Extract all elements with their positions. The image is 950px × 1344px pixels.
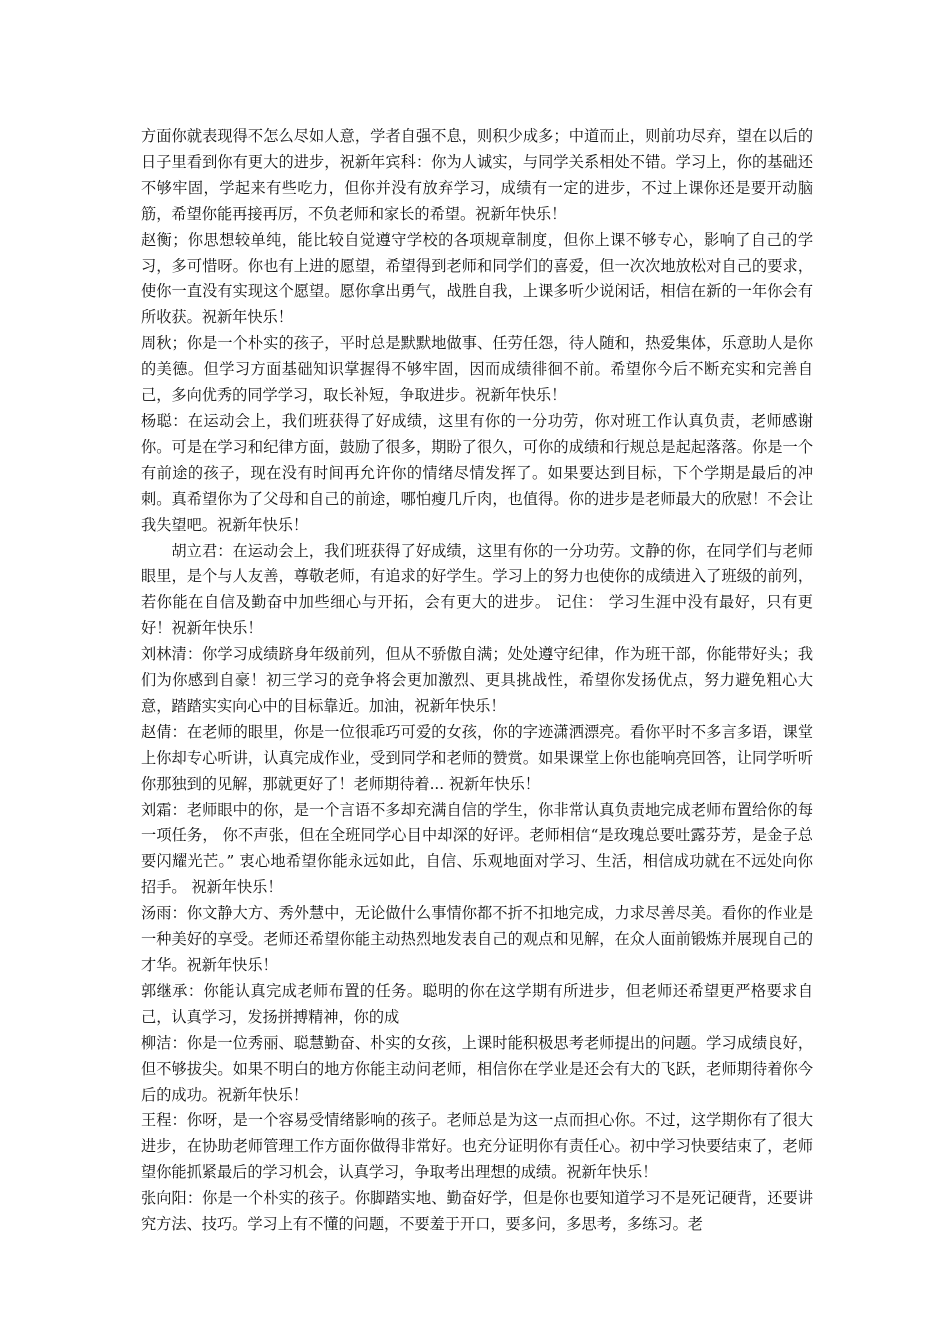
paragraph-3: 周秋；你是一个朴实的孩子，平时总是默默地做事、任劳任怨，待人随和，热爱集体，乐意助人是你的美德。但学习方面基础知识掌握得不够牢固，因而成绩徘徊不前。希望你今后不断充实和完善自己，多向优秀的同学学习，取长补短，争取进步。祝新年快乐！	[141, 334, 813, 405]
paragraph-7: 赵倩：在老师的眼里，你是一位很乖巧可爱的女孩，你的字迹潇洒漂亮。看你平时不多言多语，课堂上你却专心听讲，认真完成作业，受到同学和老师的赞赏。如果课堂上你也能响亮回答，让同学听听你那独到的见解，那就更好了！老师期待着... 祝新年快乐！	[141, 722, 813, 793]
paragraph-13: 张向阳：你是一个朴实的孩子。你脚踏实地、勤奋好学，但是你也要知道学习不是死记硬背，还要讲究方法、技巧。学习上有不懂的问题，不要羞于开口，要多问，多思考，多练习。老	[141, 1189, 813, 1234]
document-body	[141, 124, 813, 1238]
paragraph-4: 杨聪：在运动会上，我们班获得了好成绩，这里有你的一分功劳，你对班工作认真负责，老师感谢你。可是在学习和纪律方面，鼓励了很多，期盼了很久，可你的成绩和行规总是起起落落。你是一个有前途的孩子，现在没有时间再允许你的情绪尽情发挥了。如果要达到目标，下个学期是最后的冲刺。真希望你为了父母和自己的前途，哪怕瘦几斤肉，也值得。你的进步是老师最大的欣慰！不会让我失望吧。祝新年快乐！	[141, 411, 813, 534]
paragraph-12: 王程：你呀，是一个容易受情绪影响的孩子。老师总是为这一点而担心你。不过，这学期你有了很大进步，在协助老师管理工作方面你做得非常好。也充分证明你有责任心。初中学习快要结束了，老师望你能抓紧最后的学习机会，认真学习，争取考出理想的成绩。祝新年快乐！	[141, 1111, 813, 1182]
paragraph-2: 赵衡；你思想较单纯，能比较自觉遵守学校的各项规章制度，但你上课不够专心，影响了自己的学习，多可惜呀。你也有上进的愿望，希望得到老师和同学们的喜爱，但一次次地放松对自己的要求，使你一直没有实现这个愿望。愿你拿出勇气，战胜自我，上课多听少说闲话，相信在新的一年你会有所收获。祝新年快乐！	[141, 230, 813, 327]
paragraph-6: 刘林清：你学习成绩跻身年级前列，但从不骄傲自满；处处遵守纪律，作为班干部，你能带好头；我们为你感到自豪！初三学习的竞争将会更加激烈、更具挑战性，希望你发扬优点，努力避免粗心大意，踏踏实实向心中的目标靠近。加油，祝新年快乐！	[141, 645, 813, 715]
paragraph-5: 胡立君：在运动会上，我们班获得了好成绩，这里有你的一分功劳。文静的你，在同学们与老师眼里，是个与人友善，尊敬老师，有追求的好学生。学习上的努力也使你的成绩进入了班级的前列，若你能在自信及勤奋中加些细心与开拓，会有更大的进步。 记住： 学习生涯中没有最好，只有更好！祝新年快乐！	[141, 541, 813, 638]
paragraph-11: 柳洁：你是一位秀丽、聪慧勤奋、朴实的女孩，上课时能积极思考老师提出的问题。学习成绩良好，但不够拔尖。如果不明白的地方你能主动问老师，相信你在学业是还会有大的飞跃，老师期待着你今后的成功。祝新年快乐！	[141, 1033, 813, 1104]
paragraph-8: 刘霜：老师眼中的你，是一个言语不多却充满自信的学生，你非常认真负责地完成老师布置给你的每一项任务， 你不声张，但在全班同学心目中却深的好评。老师相信“是玫瑰总要吐露芬芳，是金子总要闪耀光芒。” 衷心地希望你能永远如此，自信、乐观地面对学习、生活，相信成功就在不远处向你招手。 祝新年快乐！	[141, 800, 813, 897]
paragraph-9: 汤雨：你文静大方、秀外慧中，无论做什么事情你都不折不扣地完成，力求尽善尽美。看你的作业是一种美好的享受。老师还希望你能主动热烈地发表自己的观点和见解，在众人面前锻炼并展现自己的才华。祝新年快乐！	[141, 904, 813, 974]
paragraph-10: 郭继承：你能认真完成老师布置的任务。聪明的你在这学期有所进步，但老师还希望更严格要求自己，认真学习，发扬拼搏精神，你的成	[141, 981, 813, 1026]
paragraph-1: 方面你就表现得不怎么尽如人意，学者自强不息，则积少成多；中道而止，则前功尽弃，望在以后的日子里看到你有更大的进步，祝新年宾科：你为人诚实，与同学关系相处不错。学习上，你的基础还不够牢固，学起来有些吃力，但你并没有放弃学习，成绩有一定的进步，不过上课你还是要开动脑筋，希望你能再接再厉，不负老师和家长的希望。祝新年快乐！	[141, 127, 813, 223]
